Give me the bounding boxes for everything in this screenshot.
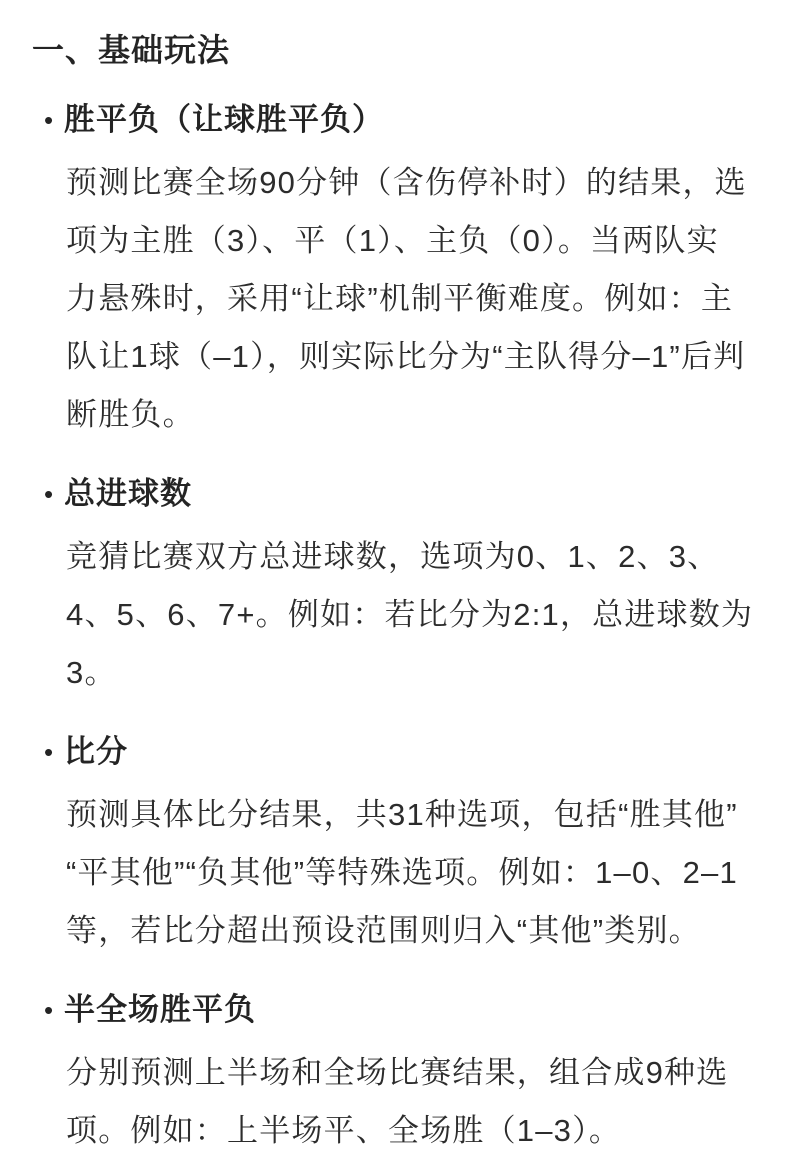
- section-heading-row: [44, 472, 800, 516]
- section-win-draw-loss: [0, 98, 800, 444]
- section-heading: 胜平负（让球胜平负）: [64, 102, 384, 137]
- section-body: [66, 154, 780, 444]
- section-body: [66, 528, 780, 702]
- bullet-icon: •: [44, 105, 54, 135]
- page-title: 一、基础玩法: [32, 32, 231, 68]
- bullet-icon: •: [44, 737, 54, 767]
- paragraph-line: “平其他”“负其他”等特殊选项。例如：1–0、2–1: [66, 855, 738, 890]
- bullet-icon: •: [44, 995, 54, 1025]
- section-body: [66, 786, 780, 960]
- paragraph-line: 分别预测上半场和全场比赛结果，组合成9种选: [66, 1055, 729, 1090]
- section-heading-row: [44, 730, 800, 774]
- paragraph-line: 预测具体比分结果，共31种选项，包括“胜其他”: [66, 797, 738, 832]
- section-heading-row: [44, 988, 800, 1032]
- section-half-full-time: [0, 988, 800, 1155]
- paragraph-line: 项。例如：上半场平、全场胜（1–3）。: [66, 1113, 622, 1148]
- paragraph-line: 队让1球（–1），则实际比分为“主队得分–1”后判: [66, 339, 746, 374]
- bullet-icon: •: [44, 479, 54, 509]
- paragraph-line: 等，若比分超出预设范围则归入“其他”类别。: [66, 913, 701, 948]
- section-heading: 半全场胜平负: [64, 992, 256, 1027]
- section-heading: 比分: [64, 734, 128, 769]
- paragraph-line: 断胜负。: [66, 397, 195, 432]
- paragraph-line: 4、5、6、7+。例如：若比分为2:1，总进球数为: [66, 597, 754, 632]
- paragraph-line: 3。: [66, 655, 117, 690]
- section-exact-score: [0, 730, 800, 960]
- paragraph-line: 项为主胜（3）、平（1）、主负（0）。当两队实: [66, 223, 719, 258]
- section-total-goals: [0, 472, 800, 702]
- paragraph-line: 力悬殊时，采用“让球”机制平衡难度。例如：主: [66, 281, 734, 316]
- section-body: [66, 1044, 780, 1155]
- section-heading-row: [44, 98, 800, 142]
- paragraph-line: 竞猜比赛双方总进球数，选项为0、1、2、3、: [66, 539, 720, 574]
- paragraph-line: 预测比赛全场90分钟（含伤停补时）的结果，选: [66, 165, 747, 200]
- section-heading: 总进球数: [64, 476, 192, 511]
